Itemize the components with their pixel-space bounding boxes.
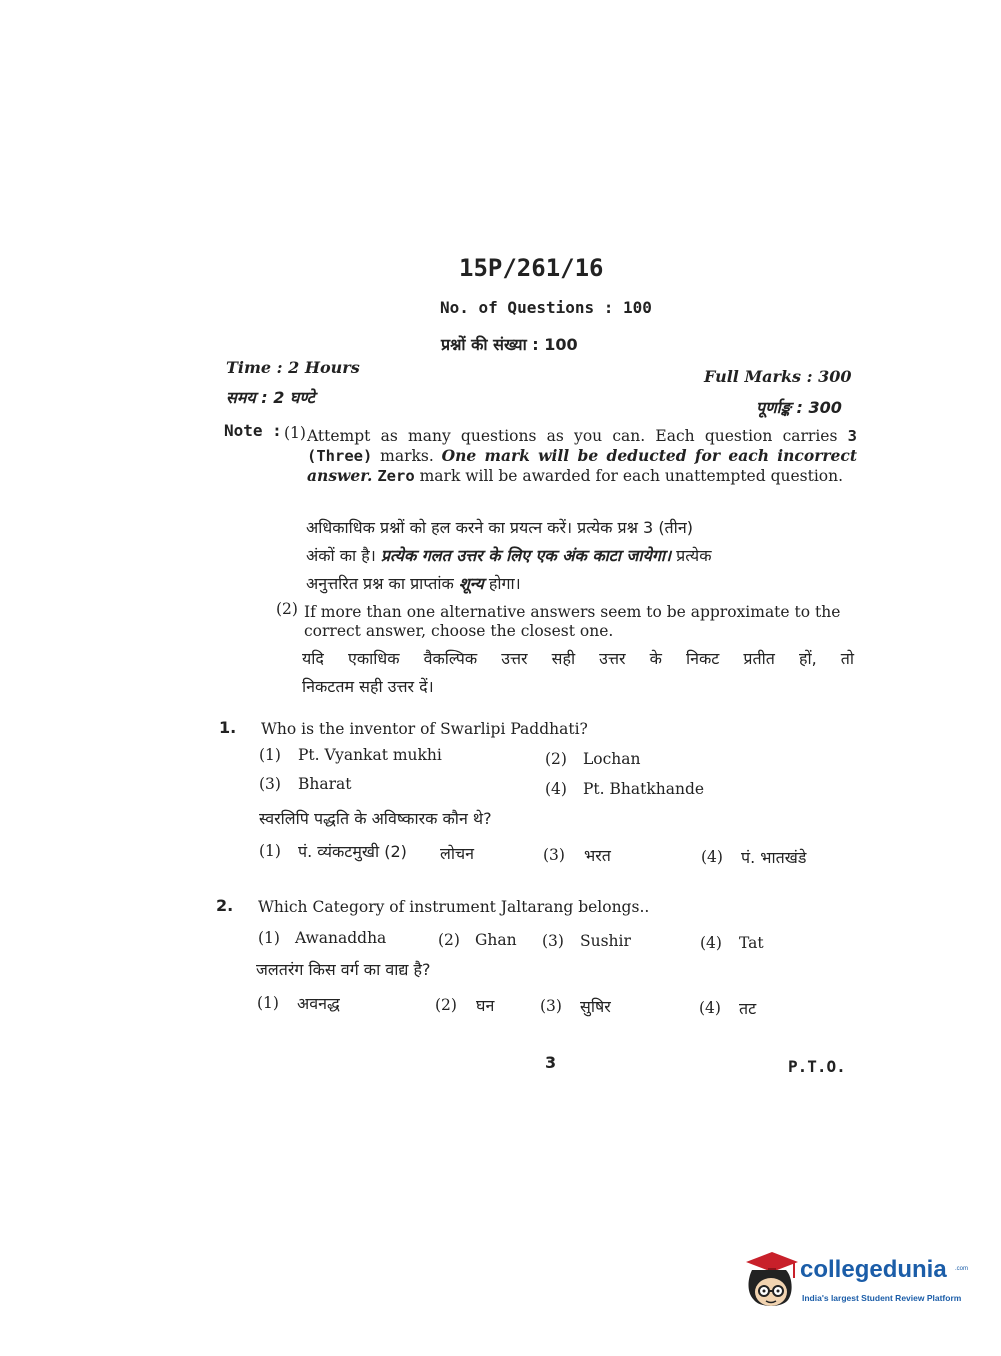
note-1-hi-b: अंकों का है। bbox=[306, 546, 376, 565]
note-1-hi-g: होगा। bbox=[488, 574, 521, 593]
num-questions-en: No. of Questions : 100 bbox=[440, 298, 652, 317]
pto-label: P.T.O. bbox=[788, 1057, 846, 1076]
note-1-deduction: One mark will be deducted for each incorrect bbox=[441, 446, 857, 465]
time-hi: समय : 2 घण्टे bbox=[226, 388, 315, 407]
q1-opt4-num-hi: (4) bbox=[701, 848, 723, 866]
note-2-english: If more than one alternative answers seem to be approximate to the correct answer, choose the closest one. bbox=[304, 603, 841, 640]
note-2-hindi bbox=[302, 645, 854, 701]
logo-tag: .com bbox=[955, 1266, 969, 1272]
logo-name: collegedunia bbox=[800, 1256, 947, 1283]
marks-hi: पूर्णाङ्क : 300 bbox=[756, 398, 842, 417]
note-1-number: (1) bbox=[284, 424, 306, 442]
note-1-hi-f: शून्य bbox=[458, 574, 484, 593]
q2-opt3-en: Sushir bbox=[580, 932, 631, 950]
q1-opt1-hi: पं. व्यंकटमुखी (2) bbox=[298, 842, 407, 861]
q2-opt1-en: Awanaddha bbox=[295, 929, 387, 947]
q2-opt2-hi: घन bbox=[476, 996, 495, 1015]
question-2-text-hi: जलतरंग किस वर्ग का वाद्य है? bbox=[256, 960, 431, 979]
q1-opt2-hi: लोचन bbox=[440, 844, 475, 863]
question-1-text-hi: स्वरलिपि पद्धति के अविष्कारक कौन थे? bbox=[259, 809, 492, 828]
time-en: Time : 2 Hours bbox=[226, 358, 360, 377]
q1-opt3-en: Bharat bbox=[298, 775, 352, 793]
collegedunia-logo[interactable] bbox=[742, 1248, 972, 1318]
q2-opt4-hi: तट bbox=[739, 999, 757, 1018]
note-1-hi-c: प्रत्येक गलत उत्तर के लिए एक अंक काटा जायेगा। bbox=[380, 546, 672, 565]
question-2-number: 2. bbox=[216, 896, 234, 915]
paper-code: 15P/261/16 bbox=[459, 254, 604, 282]
logo-subtitle: India's largest Student Review Platform bbox=[802, 1293, 962, 1303]
q2-opt1-num-hi: (1) bbox=[257, 994, 279, 1012]
q1-opt2-en: Lochan bbox=[583, 750, 641, 768]
note-label: Note : bbox=[224, 421, 282, 440]
q1-opt3-num-hi: (3) bbox=[543, 846, 565, 864]
q2-opt2-num-en: (2) bbox=[438, 931, 460, 949]
q2-opt3-num-en: (3) bbox=[542, 932, 564, 950]
q1-opt3-hi: भरत bbox=[584, 846, 611, 865]
note-1-hi-a: अधिकाधिक प्रश्नों को हल करने का प्रयत्न करें। प्रत्येक प्रश्न 3 (तीन) bbox=[306, 518, 693, 537]
question-2-text-en: Which Category of instrument Jaltarang belongs.. bbox=[258, 898, 650, 916]
question-1-text-en: Who is the inventor of Swarlipi Paddhati? bbox=[261, 720, 588, 738]
q1-opt3-num-en: (3) bbox=[259, 775, 281, 793]
q1-opt1-en: Pt. Vyankat mukhi bbox=[298, 746, 442, 764]
q1-opt1-num-en: (1) bbox=[259, 746, 281, 764]
q2-opt4-en: Tat bbox=[739, 934, 764, 952]
note-2-hi-line2: निकटतम सही उत्तर दें। bbox=[302, 677, 434, 696]
note-1-hi-d: प्रत्येक bbox=[676, 546, 712, 565]
note-1-hindi bbox=[306, 514, 856, 598]
q2-opt1-num-en: (1) bbox=[258, 929, 280, 947]
q1-opt4-hi: पं. भातखंडे bbox=[741, 848, 807, 867]
note-2-hi-line1: यदि एकाधिक वैकल्पिक उत्तर सही उत्तर के निकट प्रतीत हों, तो bbox=[302, 649, 854, 668]
q2-opt4-num-hi: (4) bbox=[699, 999, 721, 1017]
note-1-hi-e: अनुत्तरित प्रश्न का प्राप्तांक bbox=[306, 574, 454, 593]
note-1-text-h: mark will be awarded for each unattempted question. bbox=[419, 467, 844, 485]
note-1-three-digit: 3 bbox=[847, 427, 857, 445]
note-2-number: (2) bbox=[276, 600, 298, 618]
q2-opt2-en: Ghan bbox=[475, 931, 517, 949]
page-number: 3 bbox=[545, 1053, 557, 1072]
note-1-text-a: Attempt as many questions as you can. Each question carries bbox=[307, 427, 838, 445]
q1-opt1-num-hi: (1) bbox=[259, 842, 281, 860]
num-questions-hi: प्रश्नों की संख्या : 100 bbox=[441, 335, 578, 354]
note-1-three-word: (Three) bbox=[307, 447, 373, 465]
q1-opt2-num-en: (2) bbox=[545, 750, 567, 768]
question-1-number: 1. bbox=[219, 718, 237, 737]
q2-opt1-hi: अवनद्ध bbox=[297, 994, 340, 1013]
q2-opt3-hi: सुषिर bbox=[580, 997, 611, 1016]
q1-opt4-en: Pt. Bhatkhande bbox=[583, 780, 705, 798]
student-mascot-icon bbox=[742, 1248, 800, 1314]
q2-opt4-num-en: (4) bbox=[700, 934, 722, 952]
note-1-english bbox=[307, 427, 857, 486]
note-1-zero: Zero bbox=[377, 467, 415, 485]
q2-opt2-num-hi: (2) bbox=[435, 996, 457, 1014]
q2-opt3-num-hi: (3) bbox=[540, 997, 562, 1015]
note-1-marks: marks. bbox=[380, 447, 434, 465]
marks-en: Full Marks : 300 bbox=[704, 367, 852, 386]
q1-opt4-num-en: (4) bbox=[545, 780, 567, 798]
note-1-answer: answer. bbox=[307, 466, 373, 485]
